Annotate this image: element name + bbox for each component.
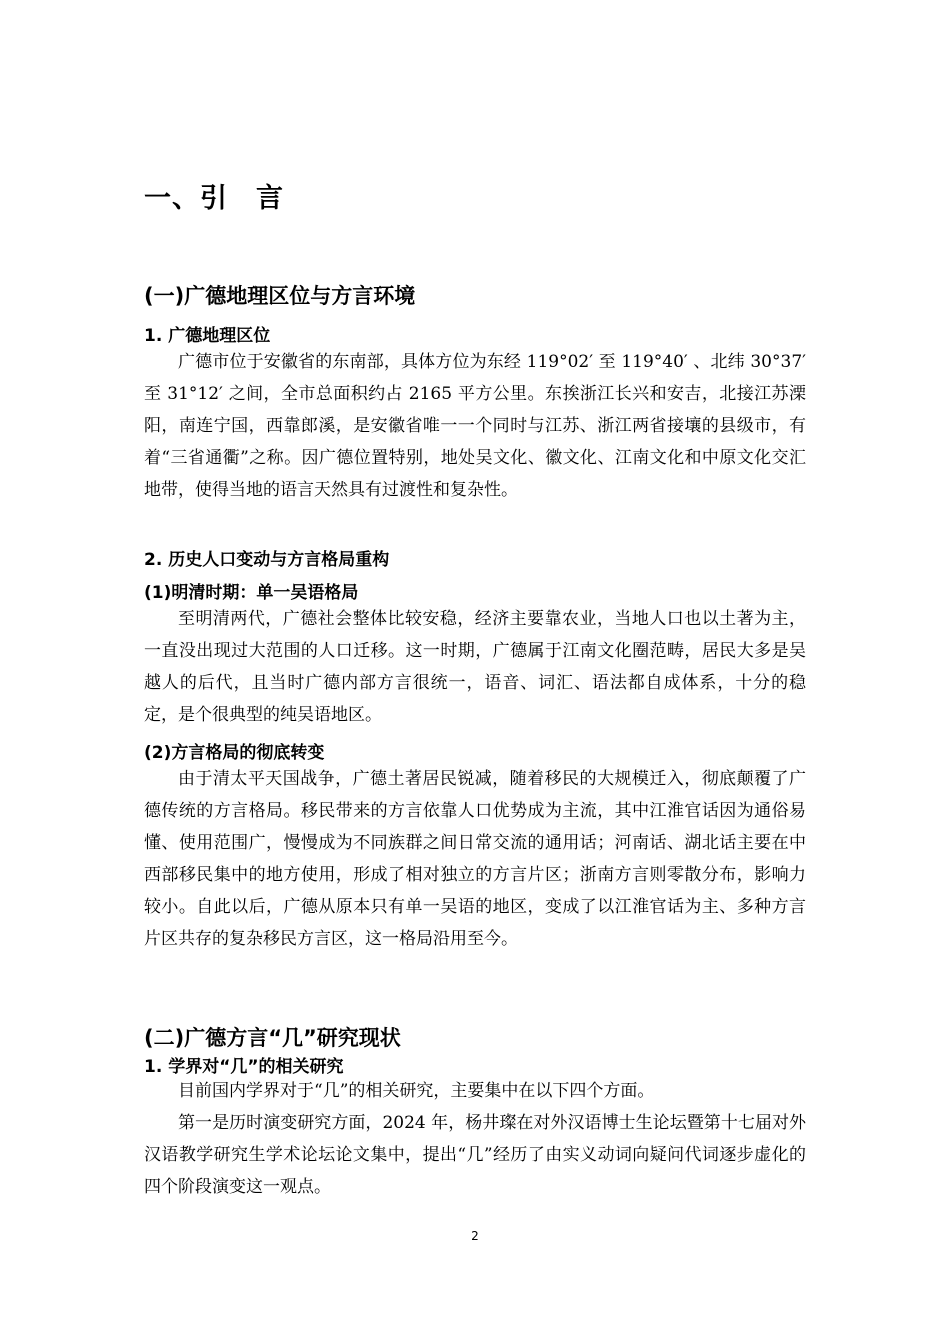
paragraph-transformation: 由于清太平天国战争，广德土著居民锐减，随着移民的大规模迁入，彻底颠覆了广德传统的方言格局。移民带来的方言依靠人口优势成为主流，其中江淮官话因为通俗易懂、使用范围广，慢慢成为不同族群之间日常交流的通用话；河南话、湖北话主要在中西部移民集中的地方使用，形成了相对独立的方言片区；浙南方言则零散分布，影响力较小。自此以后，广德从原本只有单一吴语的地区，变成了以江淮官话为主、多种方言片区共存的复杂移民方言区，这一格局沿用至今。 <box>144 769 806 949</box>
subsection-heading-population: 2. 历史人口变动与方言格局重构 <box>144 550 390 570</box>
part-heading-transformation: (2)方言格局的彻底转变 <box>144 743 325 763</box>
paragraph-ming-qing: 至明清两代，广德社会整体比较安稳，经济主要靠农业，当地人口也以土著为主，一直没出现过大范围的人口迁移。这一时期，广德属于江南文化圈范畴，居民大多是吴越人的后代，且当时广德内部方言很统一，语音、词汇、语法都自成体系，十分的稳定，是个很典型的纯吴语地区。 <box>144 609 806 725</box>
part-heading-ming-qing: (1)明清时期：单一吴语格局 <box>144 583 359 603</box>
page-number: 2 <box>471 1229 479 1243</box>
paragraph-academic-first: 第一是历时演变研究方面，2024 年，杨井璨在对外汉语博士生论坛暨第十七届对外汉语教学研究生学术论坛论文集中，提出“几”经历了由实义动词向疑问代词逐步虚化的四个阶段演变这一观点。 <box>144 1113 806 1197</box>
subsection-heading-location: 1. 广德地理区位 <box>144 326 271 346</box>
section-heading-research: (二)广德方言“几”研究现状 <box>144 1026 401 1050</box>
paragraph-location: 广德市位于安徽省的东南部，具体方位为东经 119°02′ 至 119°40′ 、北纬 30°37′ 至 31°12′ 之间，全市总面积约占 2165 平方公里。东挨浙江长兴和安吉，北接江苏溧阳，南连宁国，西靠郎溪，是安徽省唯一一个同时与江苏、浙江两省接壤的县级市，有着“三省通衢”之称。因广德位置特别，地处吴文化、徽文化、江南文化和中原文化交汇地带，使得当地的语言天然具有过渡性和复杂性。 <box>144 352 806 500</box>
section-heading-geography: (一)广德地理区位与方言环境 <box>144 284 416 308</box>
subsection-heading-academic: 1. 学界对“几”的相关研究 <box>144 1057 344 1077</box>
chapter-heading: 一、引 言 <box>144 183 284 214</box>
paragraph-academic-intro: 目前国内学界对于“几”的相关研究，主要集中在以下四个方面。 <box>178 1081 655 1101</box>
